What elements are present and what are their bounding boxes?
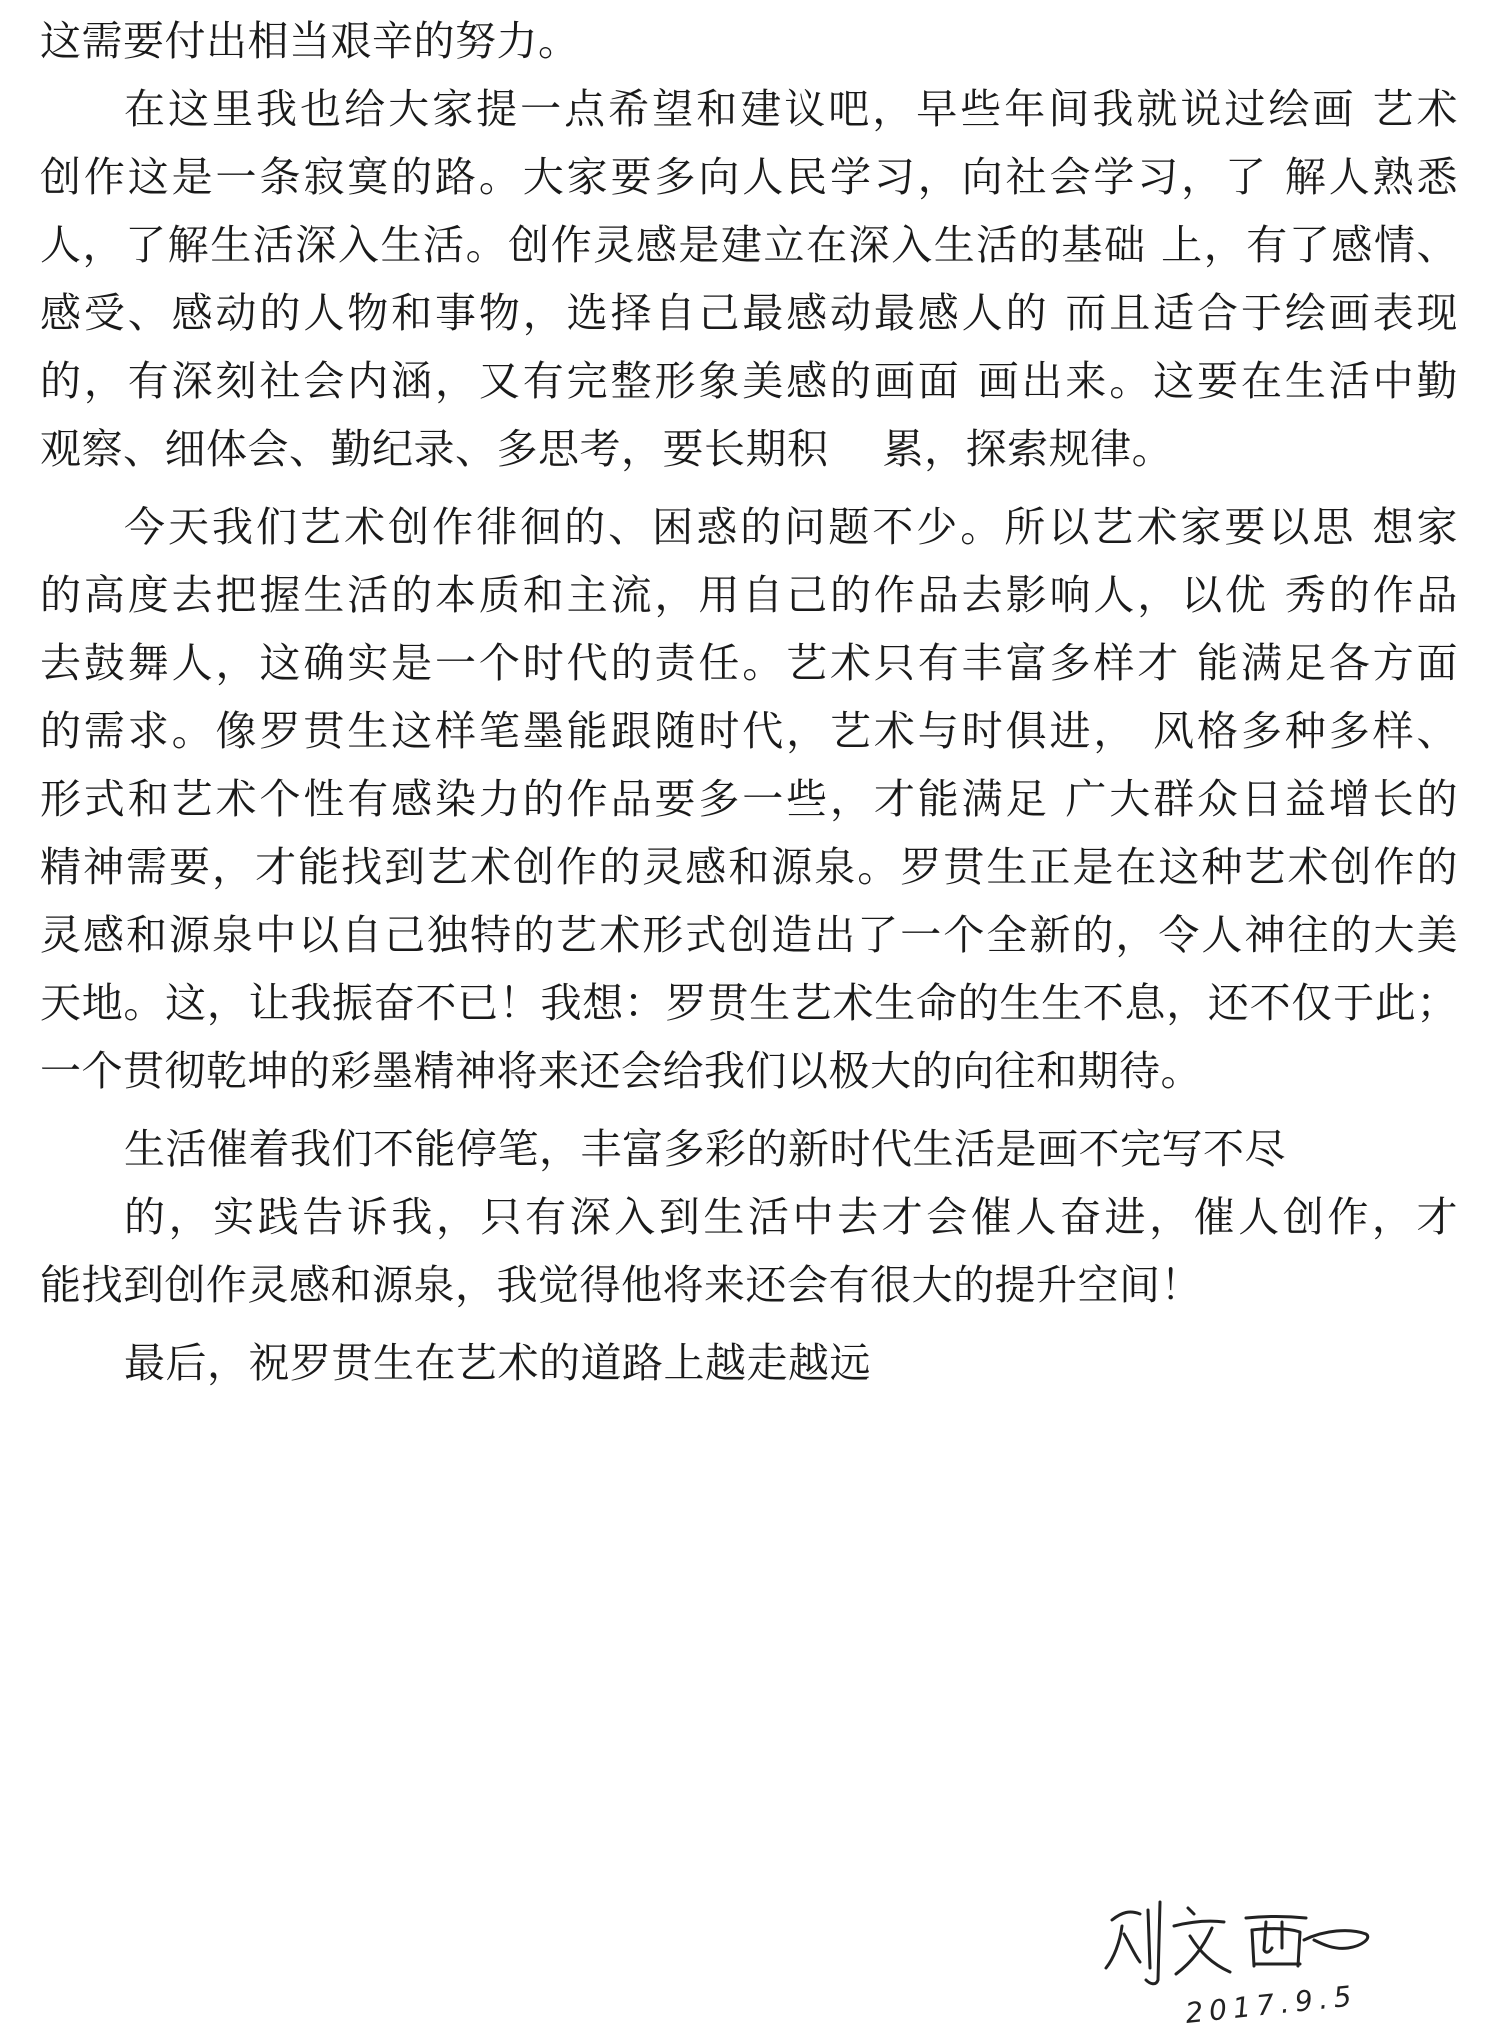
text-line: 今天我们艺术创作徘徊的、困惑的问题不少。所以艺术家要以思 想家 bbox=[124, 503, 1458, 551]
text-line: 形式和艺术个性有感染力的作品要多一些，才能满足 广大群众日益增长的 bbox=[40, 775, 1458, 823]
signature-date: 2017.9.5 bbox=[1183, 1979, 1359, 2030]
text-line: 精神需要，才能找到艺术创作的灵感和源泉。罗贯生正是在这种艺术创作的 bbox=[40, 843, 1458, 891]
text-line: 观察、细体会、勤纪录、多思考，要长期积 累，探索规律。 bbox=[40, 425, 1174, 473]
text-line: 去鼓舞人，这确实是一个时代的责任。艺术只有丰富多样才 能满足各方面 bbox=[40, 639, 1458, 687]
text-line: 的，有深刻社会内涵，又有完整形象美感的画面 画出来。这要在生活中勤 bbox=[40, 357, 1458, 405]
text-line: 的需求。像罗贯生这样笔墨能跟随时代，艺术与时俱进， 风格多种多样、 bbox=[40, 707, 1458, 755]
text-line: 在这里我也给大家提一点希望和建议吧，早些年间我就说过绘画 艺术 bbox=[124, 85, 1458, 133]
text-line: 这需要付出相当艰辛的努力。 bbox=[40, 17, 580, 65]
text-line: 生活催着我们不能停笔，丰富多彩的新时代生活是画不完写不尽 bbox=[124, 1125, 1286, 1173]
text-line: 最后，祝罗贯生在艺术的道路上越走越远 bbox=[124, 1339, 871, 1387]
text-line: 感受、感动的人物和事物，选择自己最感动最感人的 而且适合于绘画表现 bbox=[40, 289, 1458, 337]
text-line: 人，了解生活深入生活。创作灵感是建立在深入生活的基础 上，有了感情、 bbox=[40, 221, 1458, 269]
text-line: 创作这是一条寂寞的路。大家要多向人民学习，向社会学习，了 解人熟悉 bbox=[40, 153, 1458, 201]
text-line: 天地。这，让我振奋不已！我想：罗贯生艺术生命的生生不息，还不仅于此； bbox=[40, 979, 1458, 1027]
text-line: 的高度去把握生活的本质和主流，用自己的作品去影响人，以优 秀的作品 bbox=[40, 571, 1458, 619]
text-line: 能找到创作灵感和源泉，我觉得他将来还会有很大的提升空间！ bbox=[40, 1261, 1202, 1309]
text-line: 灵感和源泉中以自己独特的艺术形式创造出了一个全新的，令人神往的大美 bbox=[40, 911, 1458, 959]
text-line: 的，实践告诉我，只有深入到生活中去才会催人奋进，催人创作，才 bbox=[124, 1193, 1458, 1241]
text-line: 一个贯彻乾坤的彩墨精神将来还会给我们以极大的向往和期待。 bbox=[40, 1047, 1202, 1095]
